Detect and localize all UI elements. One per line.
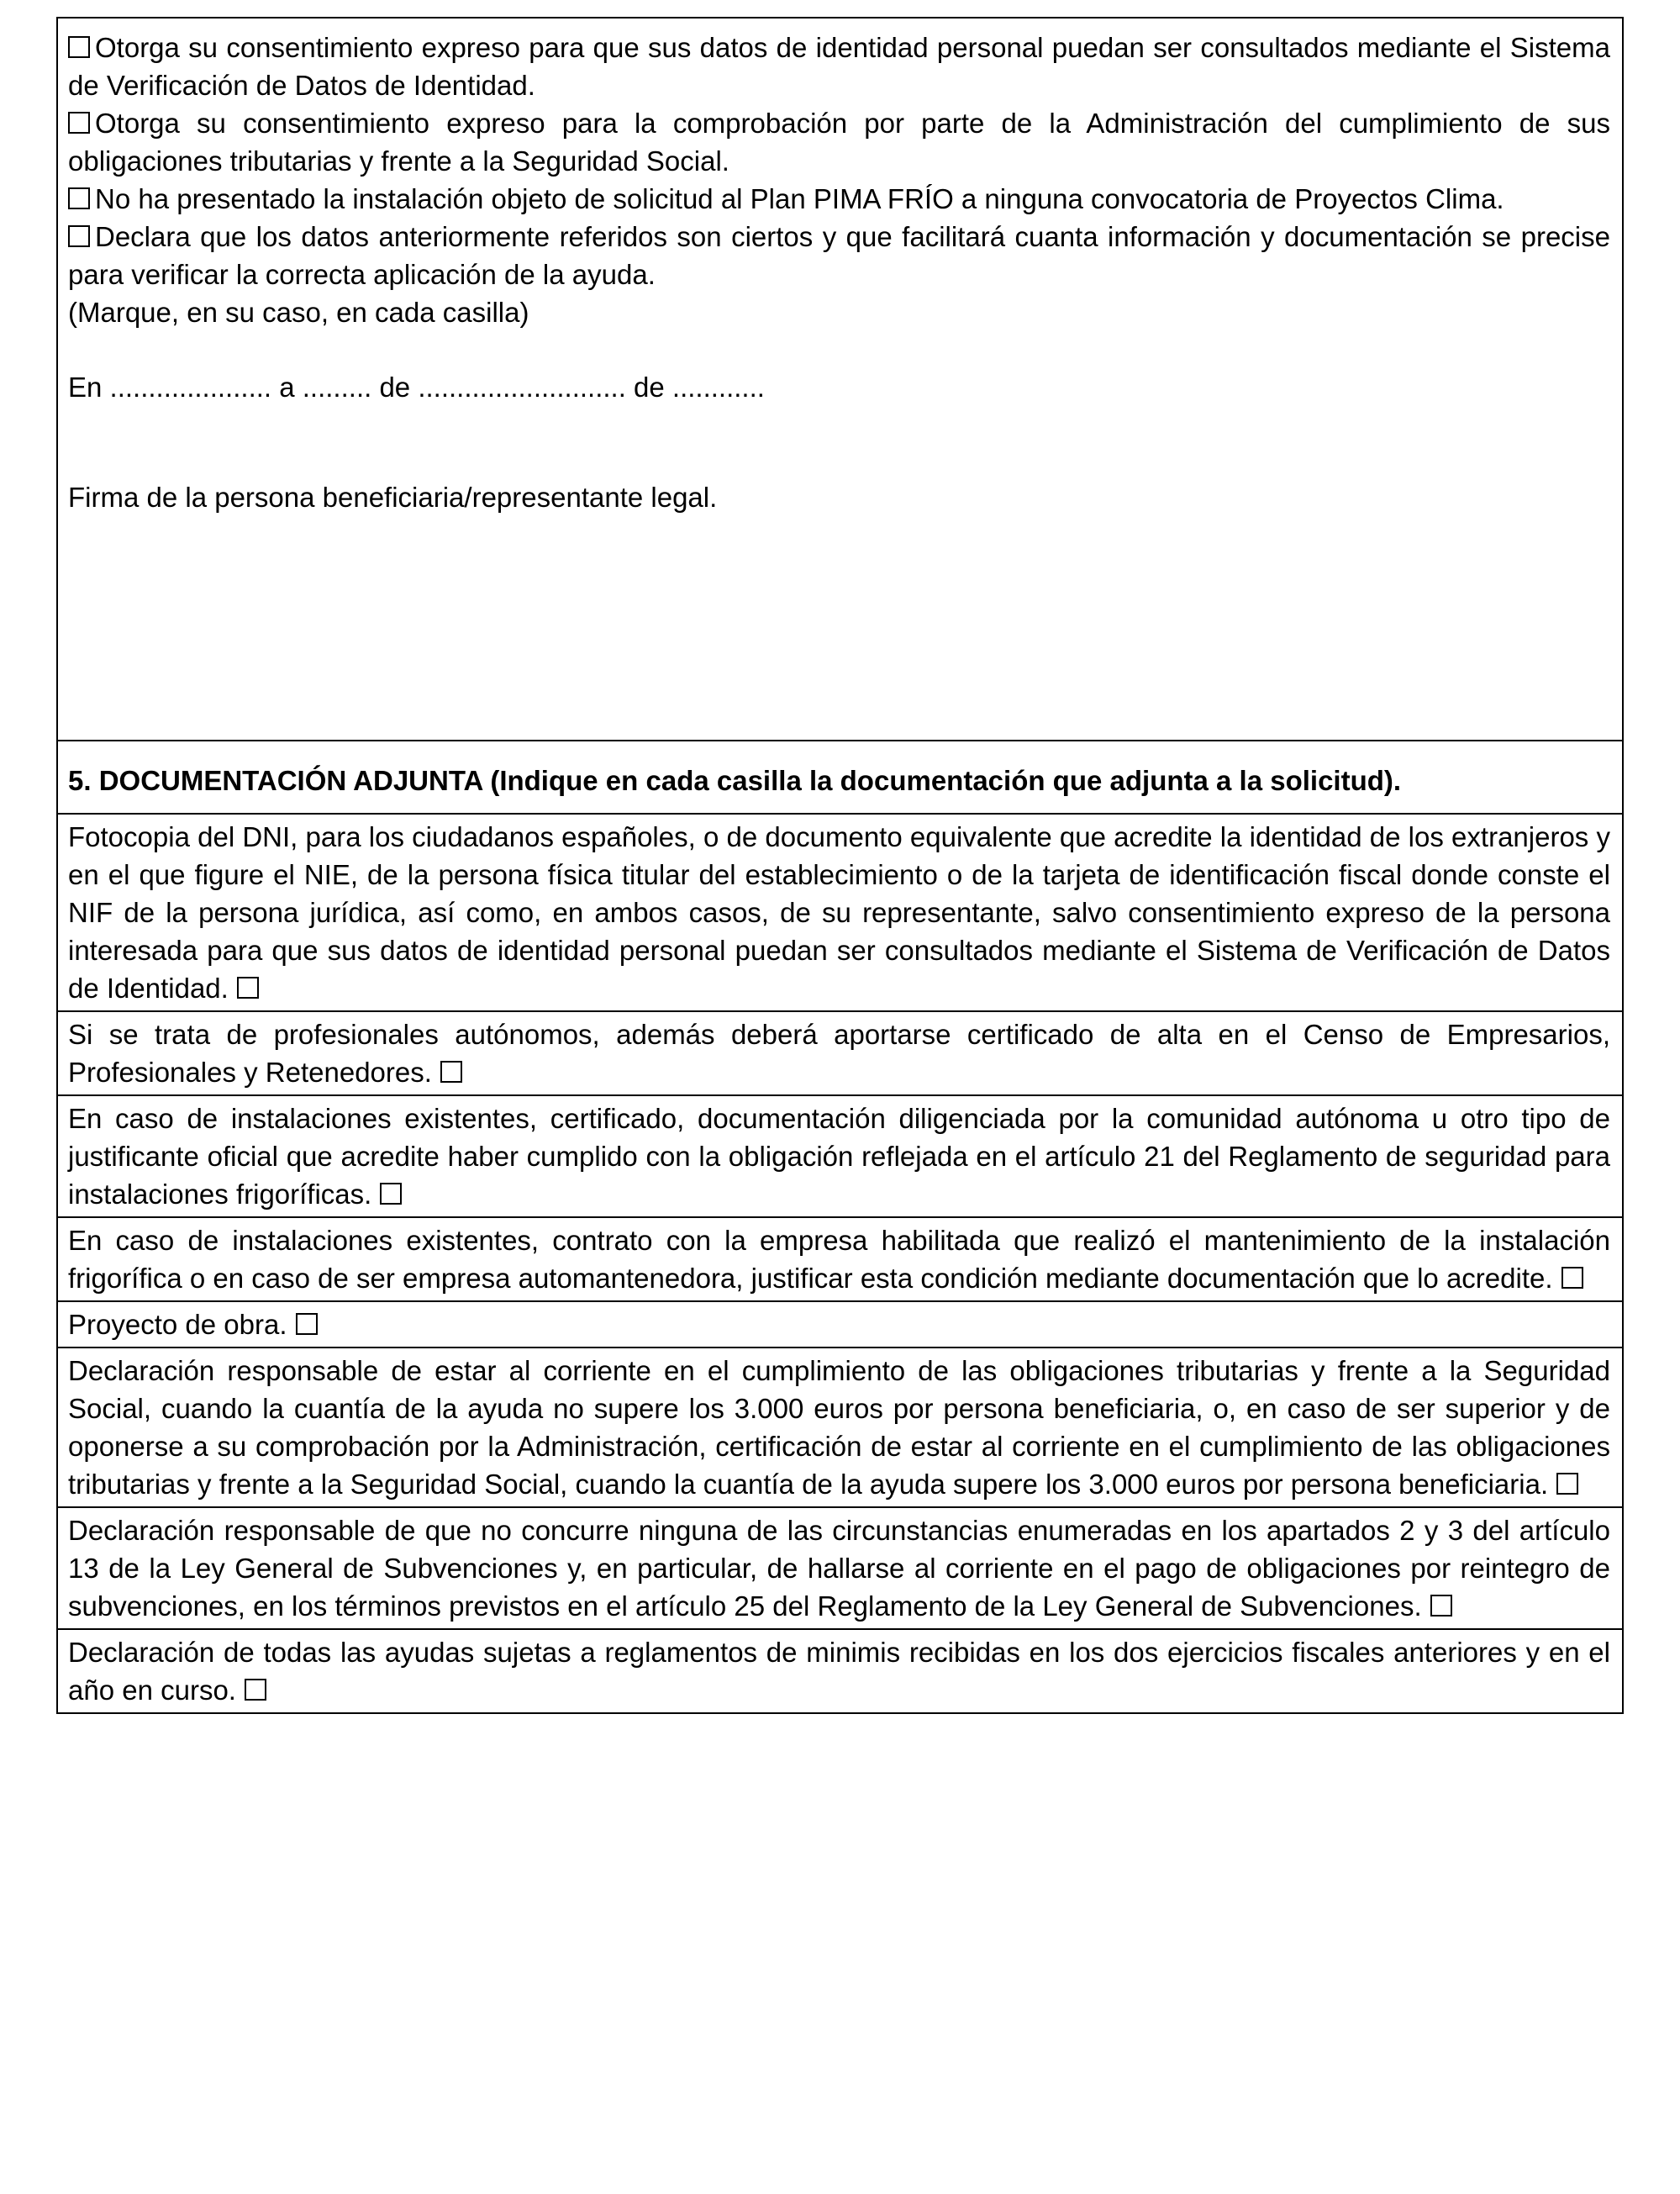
form-page [56, 17, 1624, 1714]
document-item [57, 1507, 1623, 1629]
checkbox-dni[interactable] [237, 977, 259, 999]
date-place-line: En ..................... a ......... de ........................... de ............ [68, 372, 765, 403]
document-item [57, 1217, 1623, 1301]
document-item [57, 814, 1623, 1011]
document-item-text: Fotocopia del DNI, para los ciudadanos españoles, o de documento equivalente que acredite la identidad de los extranjeros y en el que figure el NIE, de la persona física titular del establecimiento o de la tarjeta de identificación fiscal donde conste el NIF de la persona jurídica, así como, en ambos casos, de su representante, salvo consentimiento expreso de la persona interesada para que sus datos de identidad personal puedan ser consultados mediante el Sistema de Verificación de Datos de Identidad. [68, 821, 1610, 1004]
checkbox-obligaciones-tributarias[interactable] [1556, 1473, 1578, 1495]
document-item [57, 1095, 1623, 1217]
application-form-table [56, 17, 1624, 1714]
checkbox-not-presented-clima[interactable] [68, 187, 90, 209]
document-row [57, 814, 1623, 1011]
section-title: 5. DOCUMENTACIÓN ADJUNTA (Indique en cada casilla la documentación que adjunta a la solicitud). [57, 741, 1623, 814]
consent-item-text: Otorga su consentimiento expreso para que sus datos de identidad personal puedan ser consultados mediante el Sistema de Verificación de Datos de Identidad. [68, 32, 1610, 101]
consent-row [57, 18, 1623, 741]
consent-item [68, 218, 1610, 293]
document-row [57, 1348, 1623, 1507]
checkbox-certificado-art21[interactable] [380, 1183, 402, 1205]
document-item [57, 1011, 1623, 1095]
consent-item-text: Otorga su consentimiento expreso para la comprobación por parte de la Administración del cumplimiento de sus obligaciones tributarias y frente a la Seguridad Social. [68, 108, 1610, 177]
document-row [57, 1507, 1623, 1629]
checkbox-consent-identity[interactable] [68, 36, 90, 58]
consent-item [68, 180, 1610, 218]
consent-item [68, 104, 1610, 180]
document-item [57, 1629, 1623, 1713]
checkbox-minimis[interactable] [245, 1679, 266, 1701]
checkbox-contrato-mantenimiento[interactable] [1562, 1267, 1583, 1289]
checkbox-declaration-true[interactable] [68, 225, 90, 247]
document-row [57, 1629, 1623, 1713]
document-row [57, 1011, 1623, 1095]
document-row [57, 1095, 1623, 1217]
document-item-text: Declaración responsable de que no concurre ninguna de las circunstancias enumeradas en los apartados 2 y 3 del artículo 13 de la Ley General de Subvenciones y, en particular, de hallarse al corriente en el pago de obligaciones por reintegro de subvenciones, en los términos previstos en el artículo 25 del Reglamento de la Ley General de Subvenciones. [68, 1515, 1610, 1622]
document-item-text: Declaración de todas las ayudas sujetas a reglamentos de minimis recibidas en los dos ejercicios fiscales anteriores y en el año en curso. [68, 1637, 1610, 1706]
consent-item-text: Declara que los datos anteriormente referidos son ciertos y que facilitará cuanta información y documentación se precise para verificar la correcta aplicación de la ayuda. [68, 221, 1610, 290]
checkbox-autonomos[interactable] [440, 1061, 462, 1083]
consent-cell [57, 18, 1623, 741]
checkbox-ley-subvenciones[interactable] [1430, 1595, 1452, 1616]
consent-item [68, 29, 1610, 104]
document-item-text: Proyecto de obra. [68, 1309, 287, 1340]
checkbox-proyecto-obra[interactable] [296, 1313, 318, 1335]
document-item-text: En caso de instalaciones existentes, contrato con la empresa habilitada que realizó el mantenimiento de la instalación frigorífica o en caso de ser empresa automantenedora, justificar esta condición mediante documentación que lo acredite. [68, 1225, 1610, 1294]
document-row [57, 1301, 1623, 1348]
consent-note: (Marque, en su caso, en cada casilla) [68, 297, 529, 328]
signature-label: Firma de la persona beneficiaria/representante legal. [68, 482, 718, 513]
section-title-row [57, 741, 1623, 814]
document-item-text: En caso de instalaciones existentes, certificado, documentación diligenciada por la comunidad autónoma u otro tipo de justificante oficial que acredite haber cumplido con la obligación reflejada en el artículo 21 del Reglamento de seguridad para instalaciones frigoríficas. [68, 1103, 1610, 1210]
document-item-text: Declaración responsable de estar al corriente en el cumplimiento de las obligaciones tributarias y frente a la Seguridad Social, cuando la cuantía de la ayuda no supere los 3.000 euros por persona beneficiaria, o, en caso de ser superior y de oponerse a su comprobación por la Administración, certificación de estar al corriente en el cumplimiento de las obligaciones tributarias y frente a la Seguridad Social, cuando la cuantía de la ayuda supere los 3.000 euros por persona beneficiaria. [68, 1355, 1610, 1500]
checkbox-consent-tax[interactable] [68, 112, 90, 134]
document-item [57, 1348, 1623, 1507]
consent-item-text: No ha presentado la instalación objeto de solicitud al Plan PIMA FRÍO a ninguna convocatoria de Proyectos Clima. [95, 183, 1504, 214]
document-item [57, 1301, 1623, 1348]
document-row [57, 1217, 1623, 1301]
document-item-text: Si se trata de profesionales autónomos, además deberá aportarse certificado de alta en el Censo de Empresarios, Profesionales y Retenedores. [68, 1019, 1610, 1088]
